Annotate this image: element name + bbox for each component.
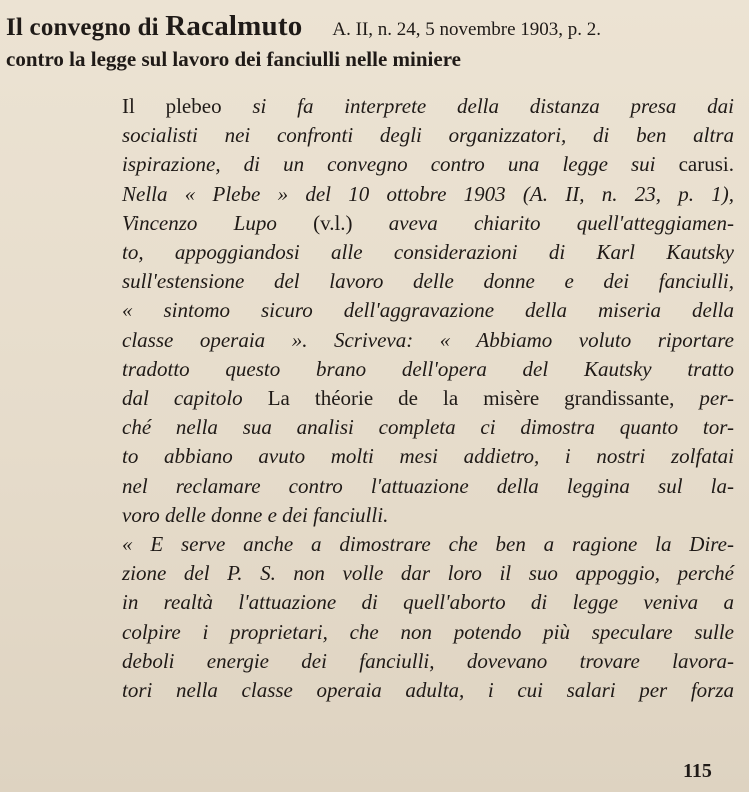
- text-line: « sintomo sicuro dell'aggravazione della miseria della: [122, 298, 734, 323]
- text-line: socialisti nei confronti degli organizzatori, di ben altra: [122, 123, 734, 148]
- text-line: classe operaia ». Scriveva: « Abbiamo voluto riportare: [122, 327, 734, 352]
- title-place: Racalmuto: [165, 10, 303, 42]
- text-line: in realtà l'attuazione di quell'aborto di legge veniva a: [122, 590, 734, 615]
- text-line: ispirazione, di un convegno contro una legge sui carusi.: [122, 152, 734, 177]
- text-line: ché nella sua analisi completa ci dimostra quanto tor-: [122, 415, 734, 440]
- text-line: Nella « Plebe » del 10 ottobre 1903 (A. II, n. 23, p. 1),: [122, 181, 734, 206]
- text-line: tori nella classe operaia adulta, i cui salari per forza: [122, 678, 734, 703]
- text-line: dal capitolo La théorie de la misère grandissante, per-: [122, 386, 734, 411]
- body-text: [122, 92, 734, 705]
- text-line: zione del P. S. non volle dar loro il suo appoggio, perché: [122, 561, 734, 586]
- page-number: 115: [683, 760, 712, 782]
- text-line: Vincenzo Lupo (v.l.) aveva chiarito quell'atteggiamen-: [122, 210, 734, 235]
- section-heading: [6, 10, 746, 72]
- text-line: nel reclamare contro l'attuazione della leggina sul la-: [122, 473, 734, 498]
- text-line: to, appoggiandosi alle considerazioni di Karl Kautsky: [122, 240, 734, 265]
- text-line: to abbiano avuto molti mesi addietro, i nostri zolfatai: [122, 444, 734, 469]
- text-line: Il plebeo si fa interprete della distanza presa dai: [122, 94, 734, 118]
- title-line: [6, 10, 746, 43]
- article-subtitle: contro la legge sul lavoro dei fanciulli nelle miniere: [6, 47, 461, 71]
- article-title: Il convegno di Racalmuto: [6, 10, 303, 42]
- text-line: tradotto questo brano dell'opera del Kautsky tratto: [122, 356, 734, 381]
- text-line: deboli energie dei fanciulli, dovevano trovare lavora-: [122, 648, 734, 673]
- text-line: colpire i proprietari, che non potendo più speculare sulle: [122, 619, 734, 644]
- text-line: sull'estensione del lavoro delle donne e dei fanciulli,: [122, 269, 734, 294]
- article-reference: A. II, n. 24, 5 novembre 1903, p. 2.: [332, 19, 602, 40]
- text-line: voro delle donne e dei fanciulli.: [122, 502, 389, 527]
- text-line: « E serve anche a dimostrare che ben a ragione la Dire-: [122, 532, 734, 557]
